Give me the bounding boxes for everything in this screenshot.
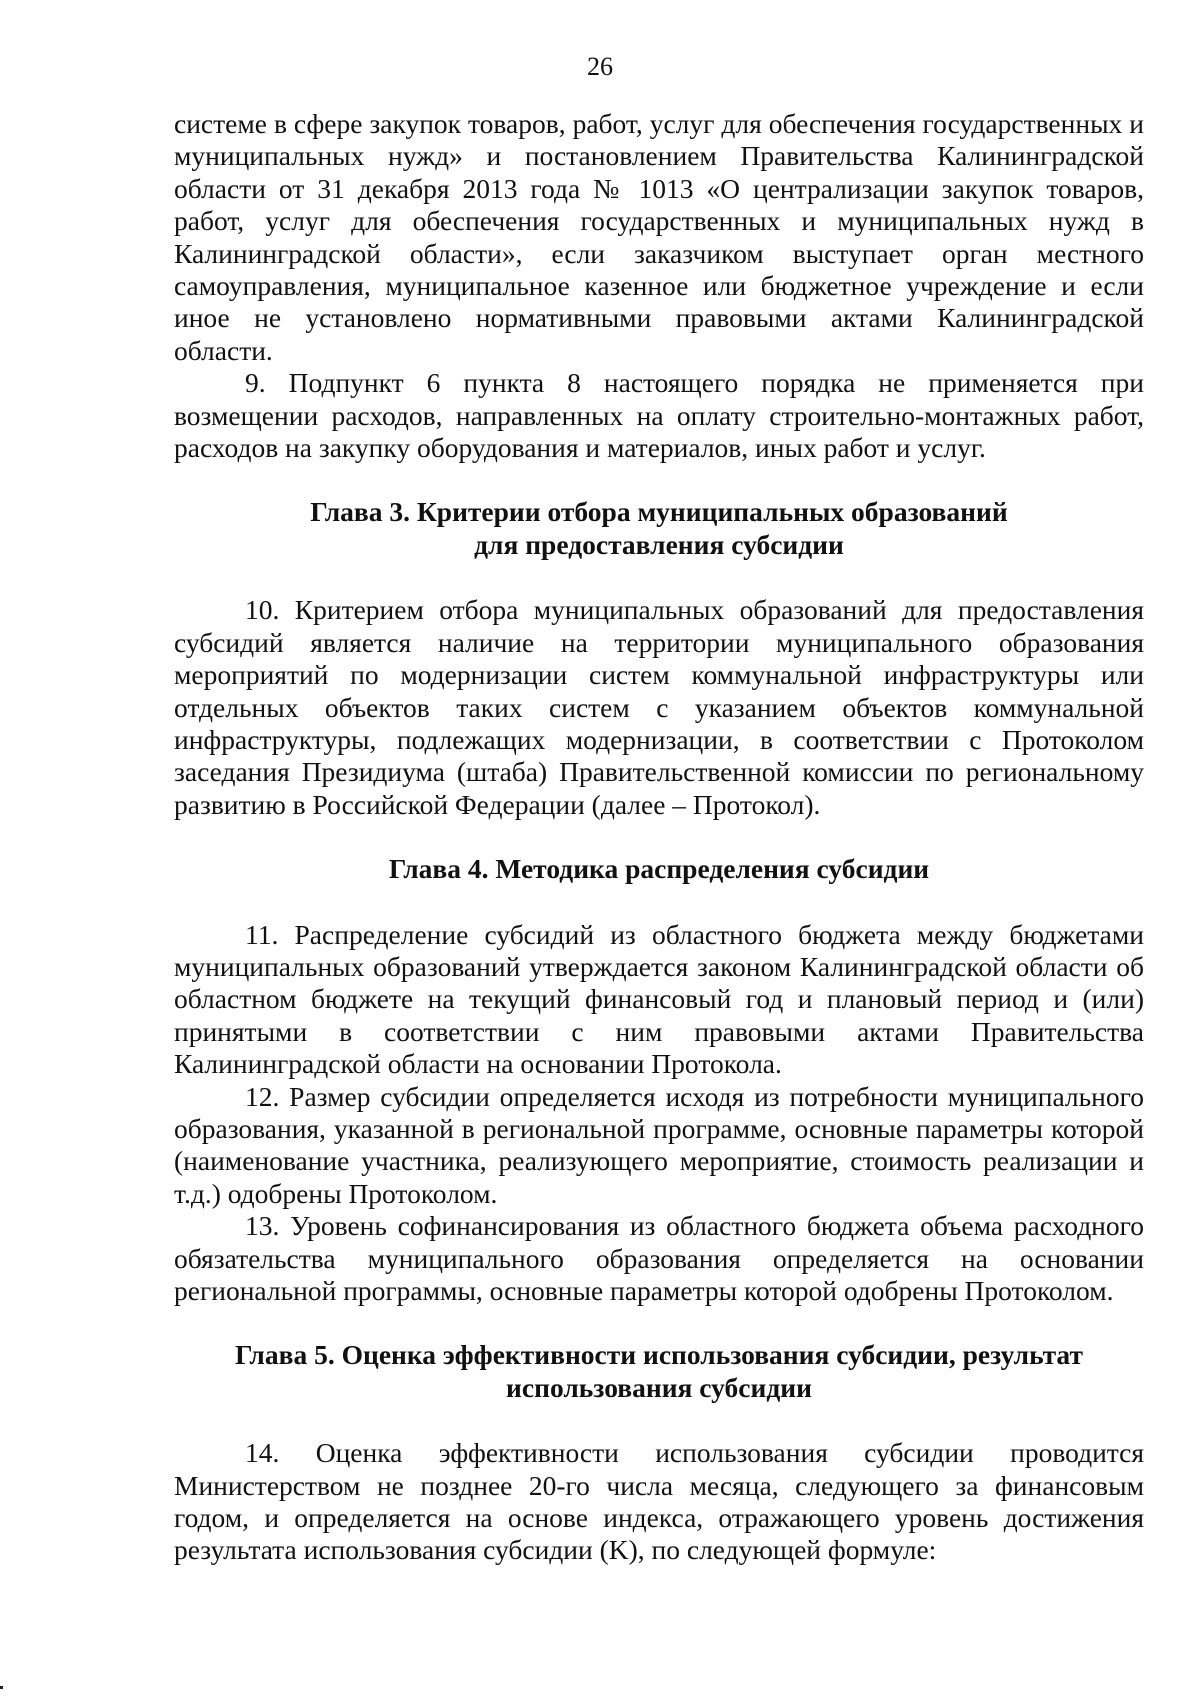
- scan-speck: [0, 1686, 3, 1689]
- paragraph-9: 9. Подпункт 6 пункта 8 настоящего порядка не применяется при возмещении расходов, направленных на оплату строительно-монтажных работ, расходов на закупку оборудования и материалов, иных работ и услуг.: [174, 367, 1144, 464]
- paragraph-11: 11. Распределение субсидий из областного бюджета между бюджетами муниципальных образований утверждается законом Калининградской области об областном бюджете на текущий финансовый год и плановый период и (или) принятыми в соответствии с ним правовыми актами Правительства Калининградской области на основании Протокола.: [174, 918, 1144, 1080]
- paragraph-12: 12. Размер субсидии определяется исходя из потребности муниципального образования, указанной в региональной программе, основные параметры которой (наименование участника, реализующего мероприятие, стоимость реализации и т.д.) одобрены Протоколом.: [174, 1080, 1144, 1209]
- paragraph-10: 10. Критерием отбора муниципальных образований для предоставления субсидий является наличие на территории муниципального образования мероприятий по модернизации систем коммунальной инфраструктуры или отдельных объектов таких систем с указанием объектов коммунальной инфраструктуры, подлежащих модернизации, в соответствии с Протоколом заседания Президиума (штаба) Правительственной комиссии по региональному развитию в Российской Федерации (далее – Протокол).: [174, 594, 1144, 820]
- page-number: 26: [587, 52, 613, 81]
- chapter-4-heading: Глава 4. Методика распределения субсидии: [388, 853, 930, 885]
- chapter-3-heading-line-1: Глава 3. Критерии отбора муниципальных образований: [310, 496, 1008, 528]
- chapter-5-heading-line-2: использования субсидии: [506, 1371, 812, 1403]
- paragraph-13: 13. Уровень софинансирования из областного бюджета объема расходного обязательства муниципального образования определяется на основании региональной программы, основные параметры которой одобрены Протоколом.: [174, 1210, 1144, 1306]
- chapter-5-heading: [174, 1339, 1144, 1404]
- chapter-3-heading-line-2: для предоставления субсидии: [474, 528, 844, 560]
- document-body: [174, 108, 1144, 1567]
- paragraph-14: 14. Оценка эффективности использования субсидии проводится Министерством не позднее 20-го числа месяца, следующего за финансовым годом, и определяется на основе индекса, отражающего уровень достижения результата использования субсидии (K), по следующей формуле:: [174, 1437, 1144, 1566]
- chapter-3-heading: [174, 496, 1144, 561]
- paragraph-continuation: системе в сфере закупок товаров, работ, услуг для обеспечения государственных и муниципальных нужд» и постановлением Правительства Калининградской области от 31 декабря 2013 года № 1013 «О централизации закупок товаров, работ, услуг для обеспечения государственных и муниципальных нужд в Калининградской области», если заказчиком выступает орган местного самоуправления, муниципальное казенное или бюджетное учреждение и если иное не установлено нормативными правовыми актами Калининградской области.: [174, 108, 1144, 366]
- chapter-5-heading-line-1: Глава 5. Оценка эффективности использования субсидии, результат: [235, 1339, 1083, 1371]
